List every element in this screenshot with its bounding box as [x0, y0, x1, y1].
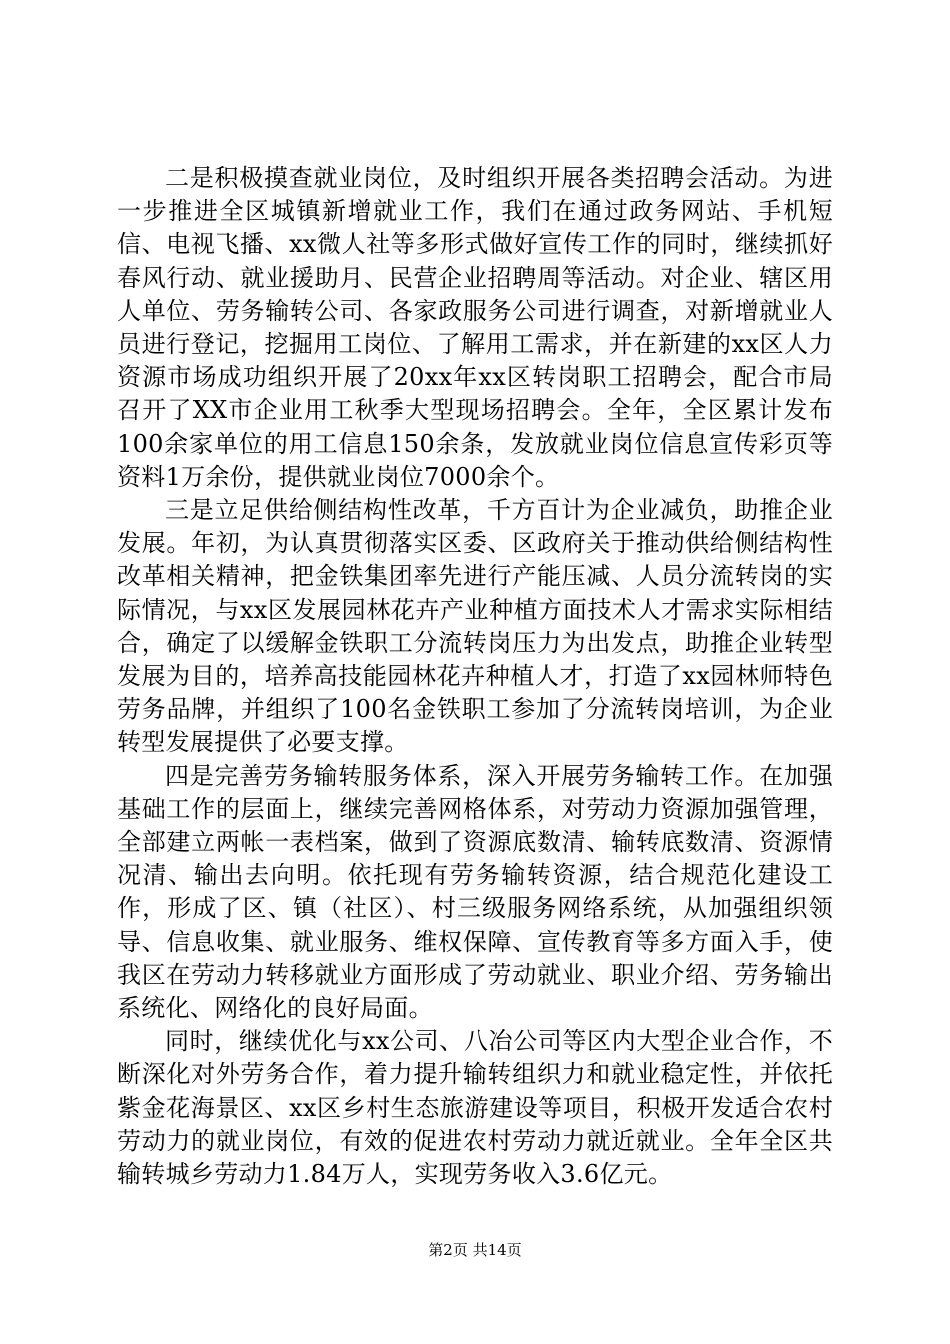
paragraph-enterprise-cooperation: 同时，继续优化与xx公司、八冶公司等区内大型企业合作，不断深化对外劳务合作，着力提升输转组织力和就业稳定性，并依托紫金花海景区、xx区乡村生态旅游建设等项目，积极开发适合农村劳动力的就业岗位，有效的促进农村劳动力就近就业。全年全区共输转城乡劳动力1.84万人，实现劳务收入3.6亿元。 — [117, 1027, 833, 1189]
paragraph-employment-fairs: 二是积极摸查就业岗位，及时组织开展各类招聘会活动。为进一步推进全区城镇新增就业工作，我们在通过政务网站、手机短信、电视飞播、xx微人社等多形式做好宣传工作的同时，继续抓好春风行动、就业援助月、民营企业招聘周等活动。对企业、辖区用人单位、劳务输转公司、各家政服务公司进行调查，对新增就业人员进行登记，挖掘用工岗位、了解用工需求，并在新建的xx区人力资源市场成功组织开展了20xx年xx区转岗职工招聘会，配合市局召开了XX市企业用工秋季大型现场招聘会。全年，全区累计发布100余家单位的用工信息150余条，发放就业岗位信息宣传彩页等资料1万余份，提供就业岗位7000余个。 — [117, 164, 833, 491]
paragraph-labor-transfer-system: 四是完善劳务输转服务体系，深入开展劳务输转工作。在加强基础工作的层面上，继续完善网格体系，对劳动力资源加强管理，全部建立两帐一表档案，做到了资源底数清、输转底数清、资源情况清、输出去向明。依托现有劳务输转资源，结合规范化建设工作，形成了区、镇（社区）、村三级服务网络系统，从加强组织领导、信息收集、就业服务、维权保障、宣传教育等多方面入手，使我区在劳动力转移就业方面形成了劳动就业、职业介绍、劳务输出系统化、网络化的良好局面。 — [117, 761, 833, 1023]
paragraph-supply-side-reform: 三是立足供给侧结构性改革，千方百计为企业减负，助推企业发展。年初，为认真贯彻落实区委、区政府关于推动供给侧结构性改革相关精神，把金铁集团率先进行产能压减、人员分流转岗的实际情况，与xx区发展园林花卉产业种植方面技术人才需求实际相结合，确定了以缓解金铁职工分流转岗压力为出发点，助推企业转型发展为目的，培养高技能园林花卉种植人才，打造了xx园林师特色劳务品牌，并组织了100名金铁职工参加了分流转岗培训，为企业转型发展提供了必要支撑。 — [117, 496, 833, 757]
page-footer — [0, 1240, 950, 1260]
document-body — [117, 162, 833, 1191]
page-number: 第2页 共14页 — [428, 1241, 522, 1259]
